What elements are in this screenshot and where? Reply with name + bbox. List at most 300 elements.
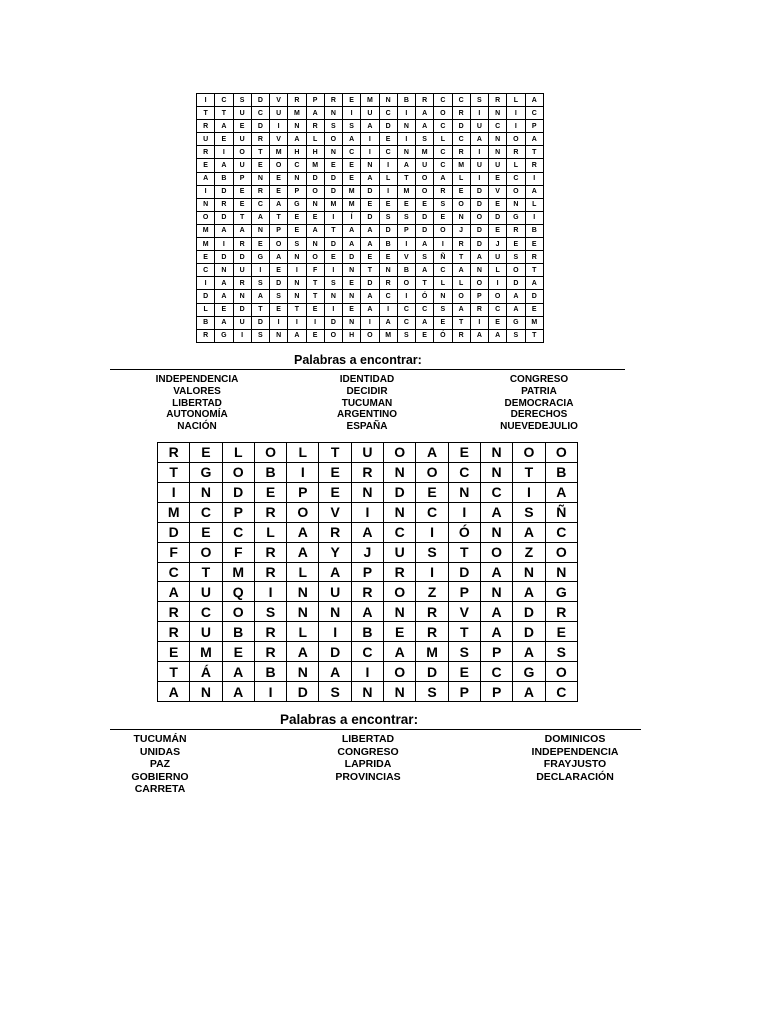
grid-cell: N [379,264,397,277]
grid-cell: E [254,482,286,502]
grid-cell: R [158,622,190,642]
grid-cell: V [448,602,480,622]
grid-cell: A [306,107,324,120]
grid-cell: A [507,303,525,316]
grid-cell: E [319,462,351,482]
grid-cell: E [434,316,452,329]
grid-cell: O [397,277,415,290]
grid-cell: N [288,251,306,264]
grid-cell: A [215,277,233,290]
grid-cell: E [215,303,233,316]
grid-cell: T [197,107,215,120]
grid-cell: D [270,277,288,290]
grid-cell: R [254,562,286,582]
grid-cell: R [319,522,351,542]
grid-cell: E [324,159,342,172]
grid-row [197,159,544,172]
grid-cell: C [545,522,577,542]
grid-cell: A [158,682,190,702]
grid-cell: P [470,290,488,303]
grid-cell: M [190,642,222,662]
grid-cell: N [361,159,379,172]
grid-cell: O [489,290,507,303]
grid-cell: T [525,264,544,277]
grid-cell: R [288,94,306,107]
word-item: ESPAÑA [346,421,388,433]
grid-cell: D [361,185,379,198]
grid-cell: A [343,238,361,251]
grid-cell: C [448,462,480,482]
grid-cell: L [525,198,544,211]
grid-cell: V [397,251,415,264]
grid-cell: I [197,277,215,290]
grid-cell: I [233,329,251,342]
grid-row [158,482,578,502]
grid-cell: O [416,172,434,185]
grid-cell: I [197,185,215,198]
grid-cell: A [270,198,288,211]
grid-cell: J [452,224,470,237]
word-item: INDEPENDENCIA [155,374,239,385]
grid-row [197,133,544,146]
grid-cell: E [270,303,288,316]
grid-cell: A [513,582,545,602]
grid-cell: R [434,185,452,198]
grid-cell: C [288,159,306,172]
grid-cell: F [222,542,254,562]
grid-cell: I [287,462,319,482]
grid-cell: D [324,238,342,251]
grid-cell: R [525,251,544,264]
grid-cell: S [416,542,448,562]
grid-cell: C [397,303,415,316]
grid-row [197,251,544,264]
grid-cell: D [470,224,488,237]
grid-cell: S [397,211,415,224]
grid-cell: M [197,224,215,237]
grid-cell: E [416,329,434,342]
grid-cell: Ó [448,522,480,542]
grid-cell: A [470,329,488,342]
word-item: LIBERTAD [172,397,222,409]
grid-cell: C [384,522,416,542]
grid-cell: A [416,443,448,463]
grid-cell: I [525,172,544,185]
grid-cell: O [545,542,577,562]
grid-cell: A [379,316,397,329]
grid-cell: N [397,120,415,133]
grid-cell: A [416,107,434,120]
word-item: AUTONOMÍA [166,409,228,421]
grid-cell: E [343,94,361,107]
grid-cell: N [448,482,480,502]
grid-cell: I [158,482,190,502]
grid-cell: U [233,316,251,329]
grid-cell: E [448,443,480,463]
grid-cell: B [197,316,215,329]
grid-cell: E [434,211,452,224]
grid-cell: D [215,211,233,224]
grid-cell: A [215,316,233,329]
grid-cell: N [480,582,512,602]
grid-cell: T [158,462,190,482]
grid-cell: D [222,482,254,502]
grid-cell: E [288,211,306,224]
grid-cell: A [361,172,379,185]
grid-cell: L [452,172,470,185]
grid-cell: R [416,94,434,107]
grid-cell: H [288,146,306,159]
grid-cell: U [233,107,251,120]
word-item: PROVINCIAS [335,770,401,783]
grid-cell: R [351,462,383,482]
grid-cell: P [288,185,306,198]
grid-cell: N [288,172,306,185]
grid-cell: M [452,159,470,172]
word-list-1-column-3 [478,374,600,433]
grid-cell: A [452,264,470,277]
grid-cell: C [397,316,415,329]
grid-cell: N [513,562,545,582]
grid-cell: I [270,120,288,133]
grid-cell: A [287,642,319,662]
grid-cell: T [215,107,233,120]
grid-cell: M [416,642,448,662]
grid-cell: H [343,329,361,342]
divider-1 [110,369,625,370]
grid-cell: O [324,329,342,342]
grid-cell: R [197,120,215,133]
grid-cell: I [215,238,233,251]
grid-cell: U [384,542,416,562]
grid-cell: N [190,482,222,502]
grid-cell: N [397,146,415,159]
word-item: CONGRESO [509,374,569,385]
grid-cell: E [384,622,416,642]
grid-cell: R [254,642,286,662]
grid-cell: E [416,198,434,211]
grid-cell: P [480,682,512,702]
grid-cell: D [379,224,397,237]
grid-cell: P [397,224,415,237]
grid-cell: D [448,562,480,582]
grid-cell: E [397,198,415,211]
grid-cell: C [379,290,397,303]
grid-cell: C [545,682,577,702]
grid-cell: S [507,329,525,342]
grid-cell: G [288,198,306,211]
grid-cell: T [448,542,480,562]
grid-cell: C [452,133,470,146]
grid-cell: M [197,238,215,251]
grid-cell: D [233,303,251,316]
grid-cell: E [306,303,324,316]
grid-row [158,542,578,562]
grid-cell: I [270,316,288,329]
grid-cell: O [507,133,525,146]
grid-cell: U [197,133,215,146]
grid-cell: C [379,146,397,159]
grid-cell: A [343,133,361,146]
grid-cell: S [254,602,286,622]
grid-cell: M [158,502,190,522]
grid-cell: U [190,582,222,602]
grid-cell: O [452,290,470,303]
grid-cell: R [452,238,470,251]
grid-cell: T [233,211,251,224]
grid-cell: R [158,443,190,463]
grid-cell: A [545,482,577,502]
grid-cell: E [251,238,269,251]
word-search-grid-2 [157,442,578,702]
grid-cell: I [434,238,452,251]
grid-cell: I [319,622,351,642]
word-item: CARRETA [134,783,186,796]
grid-cell: E [343,172,361,185]
grid-cell: E [416,482,448,502]
grid-cell: R [384,562,416,582]
grid-cell: E [319,482,351,502]
grid-cell: A [384,642,416,662]
grid-cell: O [222,462,254,482]
grid-cell: A [480,502,512,522]
grid-cell: N [343,264,361,277]
grid-cell: E [270,185,288,198]
grid-row [197,303,544,316]
grid-cell: O [306,251,324,264]
grid-cell: M [379,329,397,342]
grid-cell: S [397,329,415,342]
word-item: PATRIA [521,385,557,397]
grid-cell: G [215,329,233,342]
grid-cell: T [397,172,415,185]
grid-cell: O [545,662,577,682]
grid-cell: N [343,316,361,329]
grid-cell: L [287,562,319,582]
grid-cell: I [379,303,397,316]
grid-cell: O [233,146,251,159]
grid-cell: G [251,251,269,264]
grid-cell: M [270,146,288,159]
grid-cell: Í [343,211,361,224]
grid-cell: F [158,542,190,562]
grid-cell: A [288,133,306,146]
grid-cell: B [351,622,383,642]
word-item: NACIÓN [177,421,217,433]
grid-cell: T [251,303,269,316]
grid-cell: T [361,264,379,277]
grid-cell: N [319,602,351,622]
grid-cell: B [397,94,415,107]
grid-cell: O [270,159,288,172]
grid-cell: N [480,462,512,482]
grid-cell: B [545,462,577,482]
grid-cell: E [270,264,288,277]
grid-cell: A [416,120,434,133]
grid-cell: M [416,146,434,159]
grid-cell: N [287,662,319,682]
grid-cell: D [324,172,342,185]
grid-cell: V [319,502,351,522]
grid-cell: R [158,602,190,622]
grid-row [158,622,578,642]
grid-cell: O [416,462,448,482]
grid-row [158,443,578,463]
grid-cell: I [513,482,545,502]
grid-cell: S [416,682,448,702]
grid-cell: U [190,622,222,642]
grid-row [158,682,578,702]
grid-cell: M [306,159,324,172]
grid-cell: E [251,159,269,172]
grid-cell: A [416,238,434,251]
grid-cell: C [434,94,452,107]
grid-cell: P [306,94,324,107]
grid-cell: A [351,522,383,542]
grid-cell: T [306,277,324,290]
grid-cell: N [489,133,507,146]
grid-cell: A [525,94,544,107]
grid-cell: D [470,238,488,251]
grid-cell: A [434,172,452,185]
grid-cell: A [513,642,545,662]
grid-cell: I [397,238,415,251]
grid-cell: C [222,522,254,542]
grid-cell: I [507,120,525,133]
grid-cell: Ó [434,329,452,342]
grid-cell: A [306,224,324,237]
grid-cell: D [361,277,379,290]
grid-cell: N [489,107,507,120]
grid-cell: E [270,172,288,185]
grid-cell: C [434,120,452,133]
grid-cell: N [251,224,269,237]
grid-cell: A [222,662,254,682]
grid-row [197,120,544,133]
grid-cell: C [416,502,448,522]
grid-cell: D [319,642,351,662]
grid-cell: E [448,662,480,682]
grid-cell: O [470,277,488,290]
grid-cell: D [158,522,190,542]
word-item: DECLARACIÓN [536,770,614,783]
grid-cell: L [287,622,319,642]
grid-cell: U [361,107,379,120]
grid-cell: O [361,329,379,342]
grid-cell: E [233,198,251,211]
grid-cell: N [480,522,512,542]
grid-cell: T [319,443,351,463]
grid-cell: B [254,662,286,682]
grid-cell: F [306,264,324,277]
grid-cell: D [470,185,488,198]
grid-cell: E [343,277,361,290]
grid-cell: E [545,622,577,642]
grid-cell: E [197,159,215,172]
grid-cell: C [434,146,452,159]
grid-cell: B [254,462,286,482]
grid-cell: O [507,185,525,198]
grid-cell: L [434,133,452,146]
word-item: TUCUMÁN [133,733,187,745]
grid-cell: A [507,290,525,303]
grid-cell: D [343,251,361,264]
grid-cell: R [254,542,286,562]
grid-cell: T [324,224,342,237]
grid-cell: E [379,133,397,146]
grid-cell: N [324,107,342,120]
grid-cell: U [416,159,434,172]
grid-cell: O [545,443,577,463]
word-item: UNIDAS [139,745,181,758]
grid-cell: N [287,582,319,602]
grid-cell: E [158,642,190,662]
grid-cell: D [251,120,269,133]
grid-cell: A [288,329,306,342]
grid-cell: L [452,277,470,290]
grid-cell: Q [222,582,254,602]
grid-cell: P [480,642,512,662]
grid-cell: I [470,172,488,185]
grid-cell: O [222,602,254,622]
grid-cell: T [416,277,434,290]
grid-cell: C [215,94,233,107]
grid-cell: C [251,198,269,211]
grid-cell: S [288,238,306,251]
grid-cell: A [361,224,379,237]
grid-cell: O [306,185,324,198]
grid-cell: E [197,251,215,264]
grid-cell: A [319,662,351,682]
grid-cell: E [306,329,324,342]
grid-cell: D [215,185,233,198]
grid-cell: A [215,159,233,172]
grid-row [197,329,544,342]
word-item: VALORES [173,385,221,397]
grid-cell: E [288,224,306,237]
grid-cell: A [525,185,544,198]
grid-cell: N [197,198,215,211]
grid-cell: A [233,224,251,237]
grid-cell: C [480,662,512,682]
grid-cell: A [513,682,545,702]
grid-cell: D [361,211,379,224]
grid-cell: T [270,211,288,224]
grid-cell: R [324,94,342,107]
grid-cell: E [452,185,470,198]
grid-cell: U [489,251,507,264]
grid-cell: I [507,107,525,120]
grid-cell: D [452,120,470,133]
word-list-1-column-2 [302,374,432,433]
grid-cell: S [319,682,351,702]
grid-row [158,562,578,582]
grid-cell: R [379,277,397,290]
grid-cell: S [270,290,288,303]
grid-cell: I [361,133,379,146]
word-item: INDEPENDENCIA [531,745,619,758]
grid-row [197,107,544,120]
grid-cell: R [197,146,215,159]
grid-cell: U [319,582,351,602]
grid-cell: N [452,211,470,224]
grid-cell: Ñ [434,251,452,264]
grid-row [158,642,578,662]
grid-cell: I [416,522,448,542]
grid-cell: Ñ [545,502,577,522]
grid-cell: E [361,198,379,211]
grid-cell: N [324,146,342,159]
